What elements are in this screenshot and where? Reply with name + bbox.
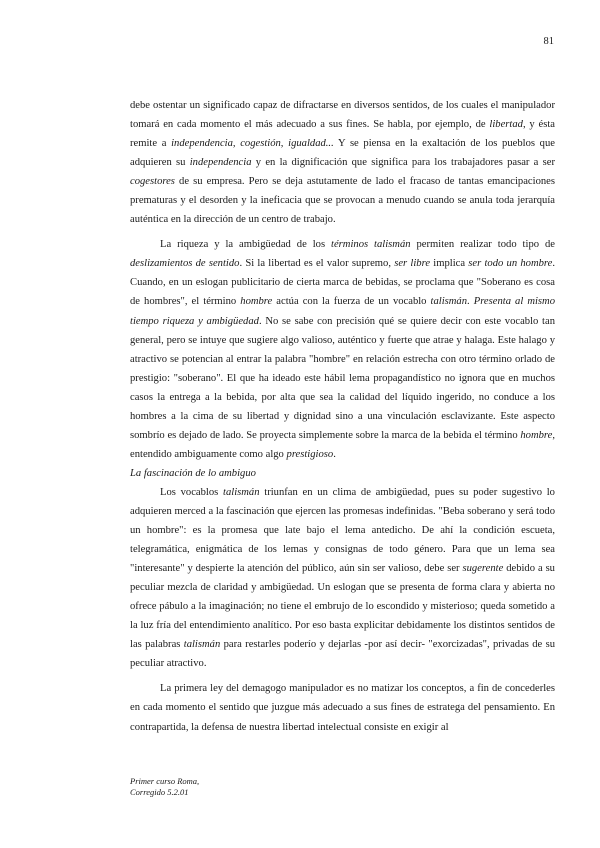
italic-run: hombre <box>520 429 553 441</box>
section-heading: La fascinación de lo ambiguo <box>130 467 256 479</box>
text-run: La primera ley del demagogo manipulador es no matizar los conceptos, a fin de concederles en cada momento el sentido que juzgue más adecuado a sus fines de estratega del pensamiento. En contrapartida, la defensa de nuestra libertad intelectual consiste en exigir al <box>130 683 555 733</box>
text-run: . <box>467 296 474 308</box>
text-run: . Cuando, en un eslogan publicitario de cierta marca de bebidas, se proclama que "Soberano es cosa de hombres", el término <box>130 258 556 308</box>
text-run: triunfan en un clima de ambigüedad, pues su poder sugestivo lo adquieren merced a la fascinación que ejercen las promesas indefinidas. "Beba soberano y será todo un hombre": es la promesa que late bajo el lema antedicho. De ahí la condición escueta, telegramática, enigmática de los lemas y consignas de todo género. Para que un lema sea "interesante" y despierte la atención del público, aún sin ser valioso, debe ser <box>130 486 555 575</box>
text-run: permiten realizar todo tipo de <box>410 239 555 251</box>
footer-line: Corregido 5.2.01 <box>130 787 189 797</box>
text-run: debe ostentar un significado capaz de difractarse en diversos sentidos, de los cuales el manipulador tomará en cada momento el más adecuado a sus fines. Se habla, por ejemplo, de <box>130 100 555 131</box>
text-run: de su empresa. Pero se deja astutamente de lado el fracaso de tantas emancipaciones prematuras y el desorden y la ineficacia que se provocan a menudo cuando se anula toda jerarquía auténtica en la dirección de un centro de trabajo. <box>130 176 555 226</box>
italic-run: independencia, cogestión, igualdad... <box>171 138 334 150</box>
text-run: Y se piensa en la exaltación de los pueblos que adquieren su <box>130 138 555 169</box>
paragraph <box>130 96 555 229</box>
paragraph <box>130 679 555 736</box>
text-run: y en la dignificación que significa para los trabajadores pasar a ser <box>251 157 556 169</box>
text-run: , y ésta remite a <box>130 119 555 150</box>
italic-run: deslizamientos de sentido <box>130 258 240 270</box>
text-run: para restarles poderío y dejarlas -por así decir- "exorcizadas", privadas de su peculiar atractivo. <box>130 639 555 670</box>
paragraph <box>130 235 555 464</box>
italic-run: talismán <box>430 296 468 308</box>
page-number: 81 <box>543 36 554 47</box>
text-run: , entendido ambiguamente como algo <box>130 429 555 460</box>
paragraph <box>130 483 555 673</box>
text-run: Los vocablos <box>160 486 224 498</box>
body-text <box>130 96 555 737</box>
text-run: La riqueza y la ambigüedad de los <box>160 239 332 251</box>
italic-run: independencia <box>189 157 252 169</box>
text-run: implica <box>430 258 469 270</box>
italic-run: hombre <box>240 296 273 308</box>
italic-run: ser todo un hombre <box>468 258 553 270</box>
text-run: . Si la libertad es el valor supremo, <box>239 258 395 270</box>
text-run: actúa con la fuerza de un vocablo <box>272 296 431 308</box>
text-run: . No se sabe con precisión qué se quiere decir con este vocablo tan general, pero se intuye que sugiere algo valioso, auténtico y fuerte que atrae y halaga. Este halago y atractivo se potencian al entrar la palabra "hombre" en relación estrecha con otro término orlado de prestigio: "soberano". El que ha ideado este hábil lema propagandístico no ignora que en muchos casos la entrega a la bebida, por alta que sea la calidad del líquido ingerido, no conduce a los hombres a la cima de su libertad y dignidad sino a una vinculación esclavizante. Este aspecto sombrío es dejado de lado. Se proyecta simplemente sobre la marca de la bebida el término <box>130 315 555 441</box>
italic-run: libertad <box>489 119 523 131</box>
footer-line: Primer curso Roma, <box>130 776 200 786</box>
footer-note <box>130 776 199 798</box>
italic-run: talismán <box>223 486 260 498</box>
italic-run: Presenta al mismo tiempo riqueza y ambigüedad <box>130 296 556 327</box>
italic-run: prestigioso <box>286 448 334 460</box>
text-run: . <box>333 448 336 460</box>
italic-run: talismán <box>183 639 221 651</box>
italic-run: sugerente <box>462 563 504 575</box>
italic-run: ser libre <box>394 258 431 270</box>
italic-run: términos talismán <box>331 239 411 251</box>
text-run: debido a su peculiar mezcla de claridad y ambigüedad. Un eslogan que se presenta de forma clara y abierta no ofrece pábulo a la imaginación; no tiene el embrujo de lo escondido y misterioso; queda sometido a la luz fría del entendimiento analítico. Por eso basta explicitar debidamente los distintos sentidos de las palabras <box>130 563 555 651</box>
italic-run: cogestores <box>130 176 175 188</box>
